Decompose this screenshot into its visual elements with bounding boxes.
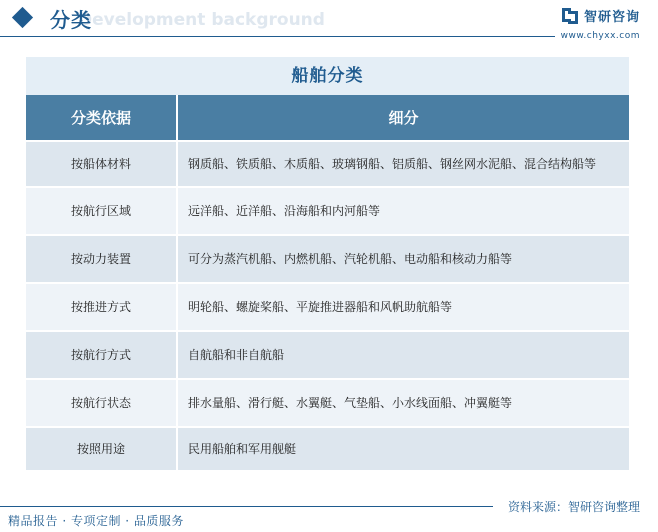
row-detail: 钢质船、铁质船、木质船、玻璃钢船、铝质船、钢丝网水泥船、混合结构船等 [177, 141, 629, 187]
table-header-row [26, 95, 629, 141]
brand-logo-icon [562, 8, 578, 24]
row-basis: 按照用途 [26, 427, 177, 470]
table-row [26, 141, 629, 187]
footer-divider [0, 506, 493, 507]
row-basis: 按航行状态 [26, 379, 177, 427]
column-header-detail: 细分 [177, 95, 629, 141]
page-title: 分类 [50, 8, 92, 32]
header-divider [0, 36, 555, 37]
row-basis: 按推进方式 [26, 283, 177, 331]
data-table [26, 95, 629, 470]
row-detail: 民用船舶和军用舰艇 [177, 427, 629, 470]
table-row [26, 331, 629, 379]
classification-table [26, 57, 629, 470]
row-basis: 按航行区域 [26, 187, 177, 235]
row-basis: 按船体材料 [26, 141, 177, 187]
table-row [26, 187, 629, 235]
table-row [26, 235, 629, 283]
column-header-basis: 分类依据 [26, 95, 177, 141]
row-detail: 排水量船、滑行艇、水翼艇、气垫船、小水线面船、冲翼艇等 [177, 379, 629, 427]
row-detail: 远洋船、近洋船、沿海船和内河船等 [177, 187, 629, 235]
row-detail: 自航船和非自航船 [177, 331, 629, 379]
row-detail: 明轮船、螺旋桨船、平旋推进器船和风帆助航船等 [177, 283, 629, 331]
table-title: 船舶分类 [26, 57, 629, 95]
page-header [0, 0, 658, 44]
table-row [26, 379, 629, 427]
brand-name: 智研咨询 [583, 10, 640, 25]
row-basis: 按航行方式 [26, 331, 177, 379]
footer-slogan: 精品报告 · 专项定制 · 品质服务 [8, 514, 184, 528]
table-row [26, 427, 629, 470]
row-detail: 可分为蒸汽机船、内燃机船、汽轮机船、电动船和核动力船等 [177, 235, 629, 283]
brand-url: www.chyxx.com [560, 31, 640, 41]
source-note: 资料来源：智研咨询整理 [507, 500, 640, 514]
brand-block [561, 6, 640, 41]
row-basis: 按动力装置 [26, 235, 177, 283]
diamond-icon [12, 7, 33, 28]
table-row [26, 283, 629, 331]
header-watermark: Development background [78, 10, 325, 30]
